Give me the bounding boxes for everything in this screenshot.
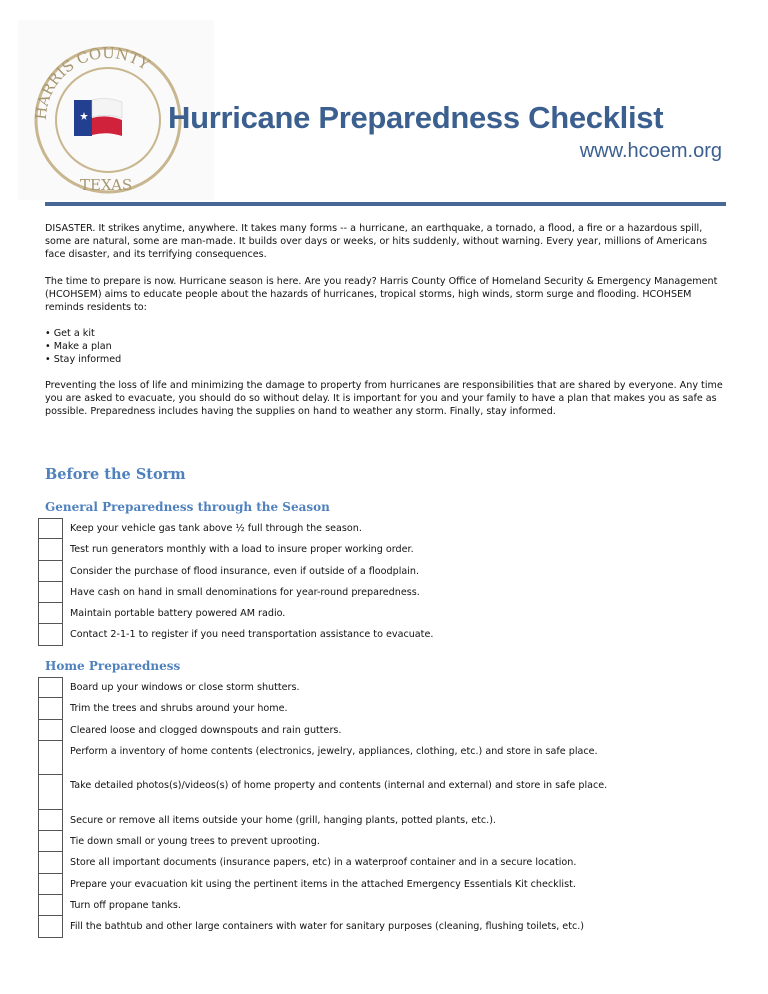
checklist-item: Tie down small or young trees to prevent uprooting. xyxy=(38,831,638,852)
checklist-item: Take detailed photos(s)/videos(s) of home property and contents (internal and external) and store in safe place. xyxy=(38,775,638,810)
page-title: Hurricane Preparedness Checklist xyxy=(168,100,664,135)
intro-paragraph-2: The time to prepare is now. Hurricane season is here. Are you ready? Harris County Office of Homeland Security & Emergency Management (HCOHSEM) aims to educate people about the hazards of hurricanes, tropical storms, high winds, storm surge and flooding. HCOHSEM reminds residents to: xyxy=(45,276,718,313)
checkbox[interactable] xyxy=(39,518,63,539)
checkbox[interactable] xyxy=(39,538,63,560)
home-preparedness-heading: Home Preparedness xyxy=(45,659,181,673)
svg-text:HARRIS COUNTY: HARRIS COUNTY xyxy=(31,43,153,121)
checkbox[interactable] xyxy=(39,873,63,895)
checkbox[interactable] xyxy=(39,602,63,624)
bullet-item: • Make a plan xyxy=(45,341,112,352)
checklist-item: Consider the purchase of flood insurance, even if outside of a floodplain. xyxy=(38,561,638,582)
intro-paragraph-1: DISASTER. It strikes anytime, anywhere. It takes many forms -- a hurricane, an earthquake, a tornado, a flood, a fire or a hazardous spill, some are natural, some are man-made. It builds over days or weeks, or hits suddenly, without warning. Every year, millions of Americans face disaster, and its terrifying consequences. xyxy=(45,223,708,260)
checkbox[interactable] xyxy=(39,677,63,698)
checkbox[interactable] xyxy=(39,697,63,719)
bullet-item: • Get a kit xyxy=(45,328,95,339)
checklist-item: Store all important documents (insurance papers, etc) in a waterproof container and in a secure location. xyxy=(38,852,638,873)
checklist-item: Keep your vehicle gas tank above ½ full through the season. xyxy=(38,518,638,539)
bullet-list xyxy=(45,327,725,366)
bullet-item: • Stay informed xyxy=(45,354,122,365)
header-divider xyxy=(45,202,726,206)
checklist-item: Prepare your evacuation kit using the pertinent items in the attached Emergency Essentials Kit checklist. xyxy=(38,874,638,895)
checkbox[interactable] xyxy=(39,740,63,776)
checkbox[interactable] xyxy=(39,623,63,645)
checklist-item: Turn off propane tanks. xyxy=(38,895,638,916)
intro-paragraph-3: Preventing the loss of life and minimizing the damage to property from hurricanes are responsibilities that are shared by everyone. Any time you are asked to evacuate, you should do so without delay. It is important for you and your family to have a plan that makes you as safe as possible. Preparedness includes having the supplies on hand to weather any storm. Finally, stay informed. xyxy=(45,380,723,417)
section-heading: Before the Storm xyxy=(45,466,186,483)
checklist-item: Secure or remove all items outside your home (grill, hanging plants, potted plants, etc.). xyxy=(38,810,638,831)
home-checklist xyxy=(38,677,638,938)
checkbox[interactable] xyxy=(39,719,63,741)
checkbox[interactable] xyxy=(39,560,63,582)
checklist-item: Have cash on hand in small denominations for year-round preparedness. xyxy=(38,582,638,603)
checkbox[interactable] xyxy=(39,581,63,603)
checklist-item: Cleared loose and clogged downspouts and rain gutters. xyxy=(38,720,638,741)
checklist-item: Perform a inventory of home contents (electronics, jewelry, appliances, clothing, etc.) and store in safe place. xyxy=(38,741,638,776)
checklist-item: Contact 2-1-1 to register if you need transportation assistance to evacuate. xyxy=(38,624,638,645)
svg-text:TEXAS: TEXAS xyxy=(80,176,133,194)
general-checklist xyxy=(38,518,638,646)
checkbox[interactable] xyxy=(39,809,63,831)
checkbox[interactable] xyxy=(39,894,63,916)
checklist-item: Maintain portable battery powered AM radio. xyxy=(38,603,638,624)
checklist-item: Fill the bathtub and other large containers with water for sanitary purposes (cleaning, flushing toilets, etc.) xyxy=(38,916,638,937)
checklist-item: Trim the trees and shrubs around your home. xyxy=(38,698,638,719)
checkbox[interactable] xyxy=(39,774,63,810)
checkbox[interactable] xyxy=(39,830,63,852)
checkbox[interactable] xyxy=(39,851,63,873)
checklist-item: Test run generators monthly with a load to insure proper working order. xyxy=(38,539,638,560)
general-preparedness-heading: General Preparedness through the Season xyxy=(45,500,330,514)
checklist-item: Board up your windows or close storm shutters. xyxy=(38,677,638,698)
checkbox[interactable] xyxy=(39,915,63,937)
website-url: www.hcoem.org xyxy=(579,140,722,162)
